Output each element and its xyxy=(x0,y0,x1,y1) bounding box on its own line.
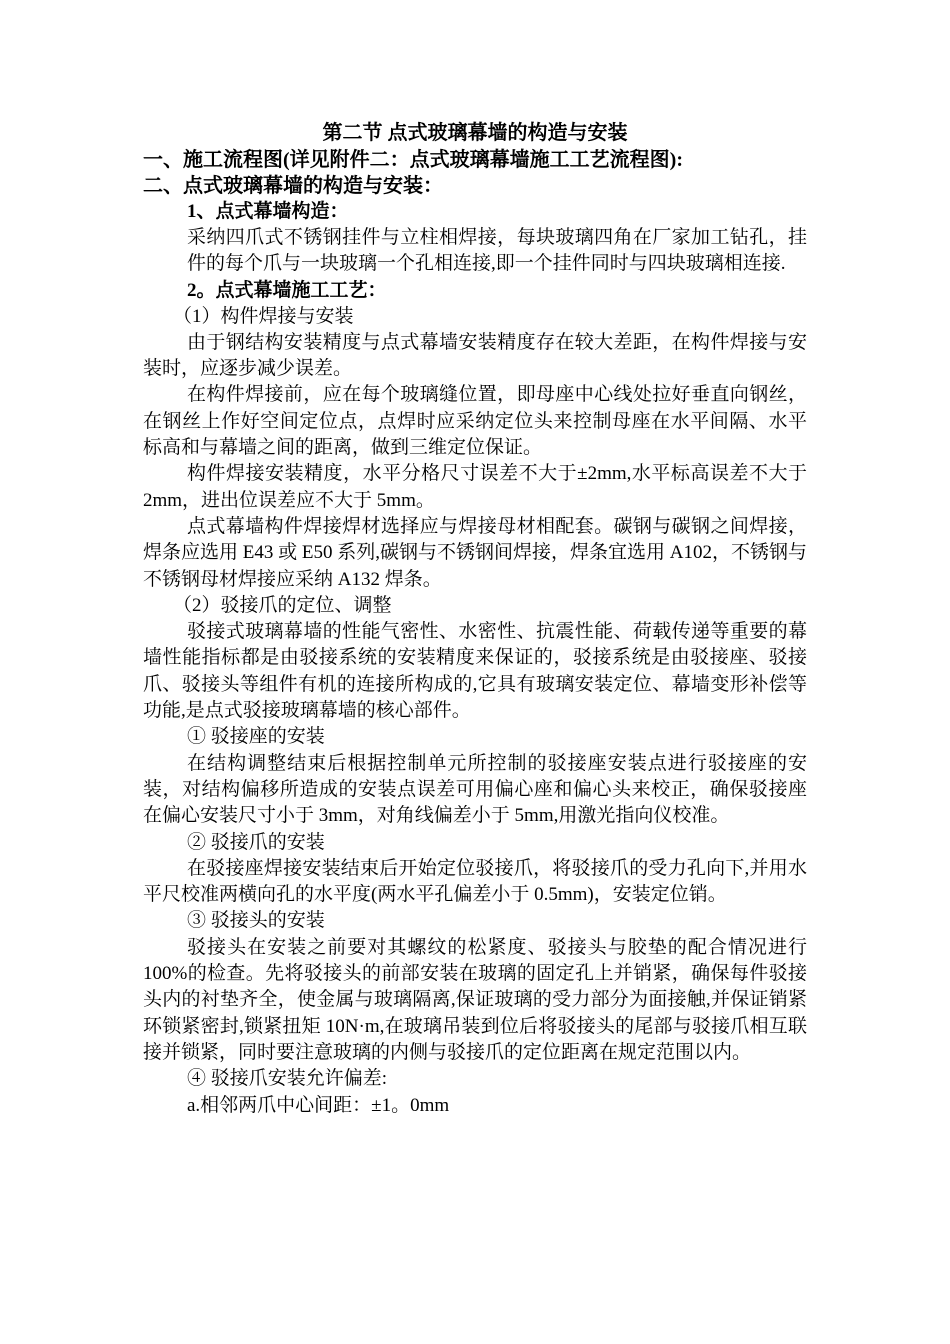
paragraph: 驳接头在安装之前要对其螺纹的松紧度、驳接头与胶垫的配合情况进行 100%的检查。先将驳接头的前部安装在玻璃的固定孔上并销紧，确保每件驳接头内的衬垫齐全，使金属与玻璃隔离,保证玻璃的受力部分为面接触,并保证销紧环锁紧密封,锁紧扭矩 10N·m,在玻璃吊装到位后将驳接头的尾部与驳接爪相互联接并锁紧，同时要注意玻璃的内侧与驳接爪的定位距离在规定范围以内。 xyxy=(143,936,807,1063)
paragraph-structure: 采纳四爪式不锈钢挂件与立柱相焊接，每块玻璃四角在厂家加工钻孔，挂件的每个爪与一块玻璃一个孔相连接,即一个挂件同时与四块玻璃相连接. xyxy=(187,227,807,275)
paragraph: 在构件焊接前，应在每个玻璃缝位置，即母座中心线处拉好垂直向钢丝，在钢丝上作好空间定位点，点焊时应采纳定位头来控制母座在水平间隔、水平标高和与幕墙之间的距离，做到三维定位保证。 xyxy=(143,384,807,459)
heading-construction-process: 2。点式幕墙施工工艺： xyxy=(187,279,387,301)
item-heading: ② 驳接爪的安装 xyxy=(187,831,325,853)
paragraph: 点式幕墙构件焊接焊材选择应与焊接母材相配套。碳钢与碳钢之间焊接，焊条应选用 E43 或 E50 系列,碳钢与不锈钢间焊接，焊条宜选用 A102，不锈钢与不锈钢母材焊接应采纳 A132 焊条。 xyxy=(143,515,807,590)
paragraph: 驳接式玻璃幕墙的性能气密性、水密性、抗震性能、荷载传递等重要的幕墙性能指标都是由驳接系统的安装精度来保证的，驳接系统是由驳接座、驳接爪、驳接头等组件有机的连接所构成的,它具有玻璃安装定位、幕墙变形补偿等功能,是点式驳接玻璃幕墙的核心部件。 xyxy=(143,621,807,722)
list-item: a.相邻两爪中心间距：±1。0mm xyxy=(187,1094,450,1116)
heading-point-structure: 1、点式幕墙构造： xyxy=(187,201,349,222)
page-title: 第二节 点式玻璃幕墙的构造与安装 xyxy=(322,122,628,144)
item-heading: ④ 驳接爪安装允许偏差: xyxy=(187,1068,388,1090)
paragraph: 在结构调整结束后根据控制单元所控制的驳接座安装点进行驳接座的安装，对结构偏移所造成的安装点误差可用偏心座和偏心头来校正，确保驳接座在偏心安装尺寸小于 3mm，对角线偏差小于 5mm,用激光指向仪校准。 xyxy=(143,752,807,827)
heading-flowchart: 一、施工流程图(详见附件二：点式玻璃幕墙施工工艺流程图): xyxy=(143,149,683,171)
heading-structure-install: 二、点式玻璃幕墙的构造与安装： xyxy=(143,175,443,197)
subheading-welding: （1）构件焊接与安装 xyxy=(173,305,354,327)
item-heading: ① 驳接座的安装 xyxy=(187,726,325,748)
document-body xyxy=(143,120,807,1119)
item-heading: ③ 驳接头的安装 xyxy=(187,910,325,932)
paragraph: 由于钢结构安装精度与点式幕墙安装精度存在较大差距，在构件焊接与安装时，应逐步减少误差。 xyxy=(143,331,807,380)
paragraph: 构件焊接安装精度，水平分格尺寸误差不大于±2mm,水平标高误差不大于 2mm，进出位误差应不大于 5mm。 xyxy=(143,463,807,511)
subheading-claw: （2）驳接爪的定位、调整 xyxy=(173,594,392,616)
paragraph: 在驳接座焊接安装结束后开始定位驳接爪，将驳接爪的受力孔向下,并用水平尺校准两横向孔的水平度(两水平孔偏差小于 0.5mm)，安装定位销。 xyxy=(143,857,807,906)
